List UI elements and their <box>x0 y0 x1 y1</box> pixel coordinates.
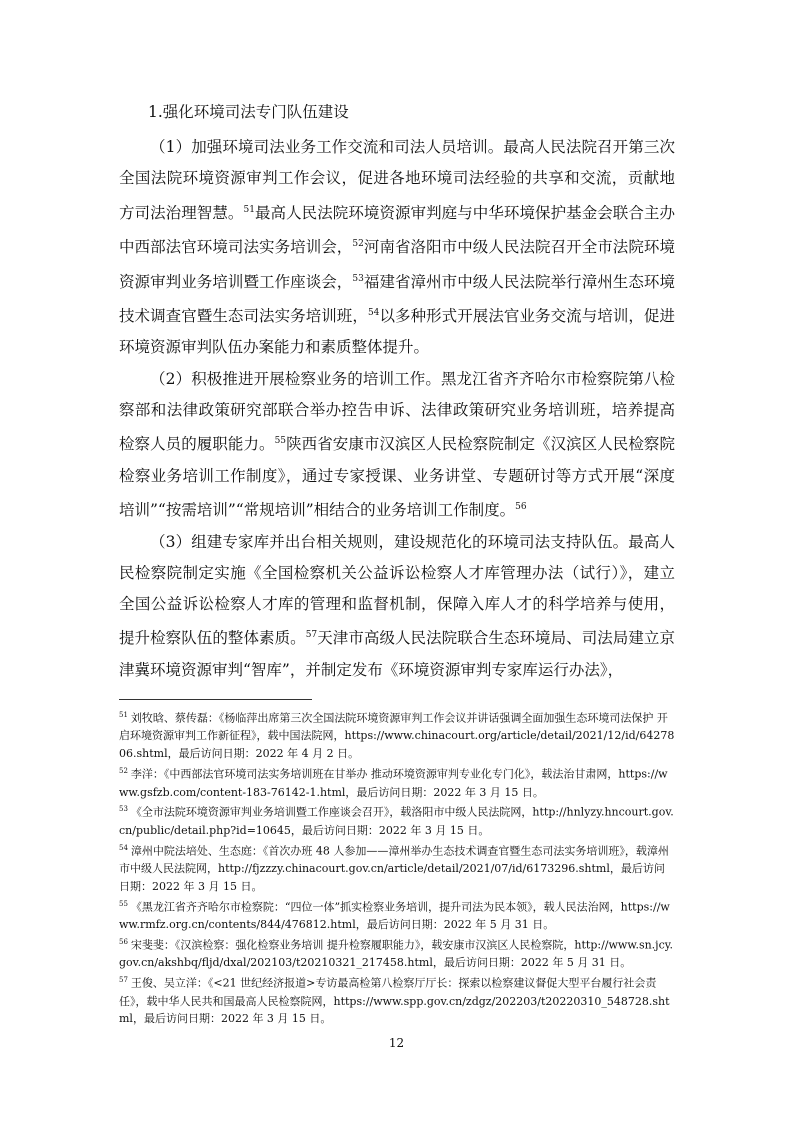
footnote-text: 《全市法院环境资源审判业务培训暨工作座谈会召开》，载洛阳市中级人民法院网，http://hnlyzy.hncourt.gov.cn/public/detail.php?id=10645，最后访问日期：2022 年 3 月 15 日。 <box>119 805 674 837</box>
footnote-ref-53[interactable]: 53 <box>352 273 364 284</box>
footnote-text: 李洋：《中西部法官环境司法实务培训班在甘举办 推动环境资源审判专业化专门化》，载法治甘肃网，https://www.gsfzb.com/content-183-76142-1.html，最后访问日期：2022 年 3 月 15 日。 <box>119 767 668 799</box>
paragraph-3 <box>119 527 675 687</box>
paragraph-text: （1）加强环境司法业务工作交流和司法人员培训。最高人民法院召开第三次全国法院环境资源审判工作会议，促进各地环境司法经验的共享和交流，贡献地方司法治理智慧。 <box>119 138 675 222</box>
paragraph-2 <box>119 364 675 527</box>
footnote-52 <box>119 763 675 801</box>
footnote-number: 52 <box>119 767 128 776</box>
footnotes <box>119 707 675 1028</box>
footnote-53 <box>119 801 675 839</box>
footnote-ref-55[interactable]: 55 <box>274 436 287 447</box>
footnote-separator <box>119 699 312 700</box>
footnote-number: 51 <box>119 711 128 719</box>
footnote-text: 王俊、吴立洋：《<21 世纪经济报道>专访最高检第八检察厅厅长：探索以检察建议督促大型平台履行社会责任》，载中华人民共和国最高人民检察院网，https://www.spp.gov.cn/zdgz/202203/t20220310_548728.shtml，最后访问日期：2022 年 3 月 15 日。 <box>119 976 670 1026</box>
paragraph-text: 天津市高级人民法院联合生态环境局、司法局建立京津冀环境资源审判“智库”，并制定发布《环境资源审判专家库运行办法》， <box>119 629 675 679</box>
paragraph-text: （2）积极推进开展检察业务的培训工作。黑龙江省齐齐哈尔市检察院第八检察部和法律政策研究部联合举办控告申诉、法律政策研究业务培训班，培养提高检察人员的履职能力。 <box>119 369 675 454</box>
footnote-ref-51[interactable]: 51 <box>243 204 255 215</box>
paragraph-1 <box>119 132 675 364</box>
footnote-text: 刘牧晗、蔡传磊：《杨临萍出席第三次全国法院环境资源审判工作会议并讲话强调全面加强生态环境司法保护 开启环境资源审判工作新征程》，载中国法院网，https://www.chinacourt.org/article/detail/2021/12/id/6427806.shtml，最后访问日期：2022 年 4 月 2 日。 <box>119 711 675 761</box>
footnote-ref-57[interactable]: 57 <box>305 630 318 641</box>
footnote-56 <box>119 934 675 972</box>
footnote-51 <box>119 707 675 763</box>
paragraph-text: 最高人民法院环境资源审判庭与中华环境保护基金会联合主办中西部法官环境司法实务培训会， <box>119 203 675 257</box>
page-number: 12 <box>388 1036 405 1050</box>
footnote-text: 《黑龙江省齐齐哈尔市检察院：“四位一体”抓实检察业务培训，提升司法为民本领》，载人民法治网，https://www.rmfz.org.cn/contents/844/476812.html，最后访问日期：2022 年 5 月 31 日。 <box>119 900 670 932</box>
footnote-number: 54 <box>119 843 128 852</box>
footnote-55 <box>119 896 675 934</box>
footnote-54 <box>119 840 675 896</box>
footnote-text: 漳州中院法培处、生态庭：《首次办班 48 人参加——漳州举办生态技术调查官暨生态司法实务培训班》，载漳州市中级人民法院网，http://fjzzzy.chinacourt.gov.cn/article/detail/2021/07/id/6173296.shtml，最后访问日期：2022 年 3 月 15 日。 <box>119 844 669 893</box>
footnote-number: 57 <box>119 976 128 985</box>
footnote-ref-52[interactable]: 52 <box>352 239 364 250</box>
section-heading: 1.强化环境司法专门队伍建设 <box>148 103 349 121</box>
paragraph-text: 河南省洛阳市中级人民法院召开全市法院环境资源审判业务培训暨工作座谈会， <box>119 238 675 291</box>
footnote-number: 55 <box>119 899 128 908</box>
footnote-57 <box>119 972 675 1028</box>
footnote-number: 53 <box>119 805 128 814</box>
paragraph-text: （3）组建专家库并出台相关规则，建设规范化的环境司法支持队伍。最高人民检察院制定实施《全国检察机关公益诉讼检察人才库管理办法（试行）》，建立全国公益诉讼检察人才库的管理和监督机制，保障入库人才的科学培养与使用，提升检察队伍的整体素质。 <box>119 532 675 648</box>
paragraph-text: 福建省漳州市中级人民法院举行漳州生态环境技术调查官暨生态司法实务培训班， <box>119 272 675 326</box>
footnote-ref-54[interactable]: 54 <box>367 307 380 318</box>
paragraph-text: 以多种形式开展法官业务交流与培训，促进环境资源审判队伍办案能力和素质整体提升。 <box>119 307 675 357</box>
paragraph-text: 陕西省安康市汉滨区人民检察院制定《汉滨区人民检察院检察业务培训工作制度》，通过专家授课、业务讲堂、专题研讨等方式开展“深度培训”“按需培训”“常规培训”相结合的业务培训工作制度。 <box>119 435 675 520</box>
footnote-text: 宋斐斐：《汉滨检察：强化检察业务培训 提升检察履职能力》，载安康市汉滨区人民检察院，http://www.sn.jcy.gov.cn/akshbq/fljd/dxal/202103/t20210321_217458.html，最后访问日期：2022 年 5 月 31 日。 <box>119 938 673 970</box>
footnote-number: 56 <box>119 937 128 946</box>
footnote-ref-56[interactable]: 56 <box>515 502 527 513</box>
body-text <box>119 132 675 686</box>
